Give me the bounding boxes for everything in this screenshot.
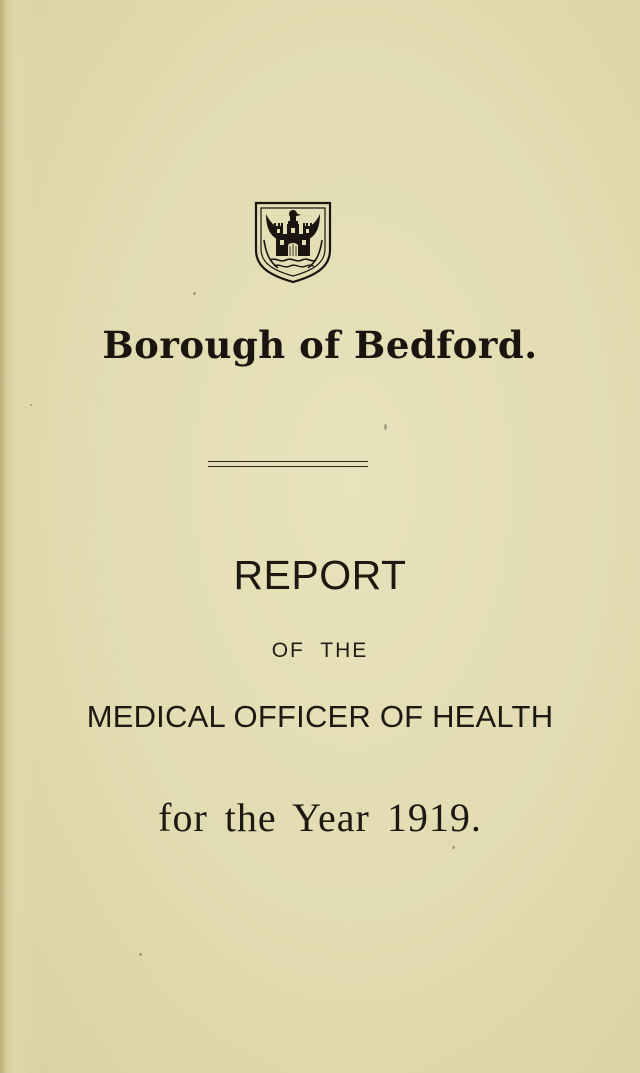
paper-speck [30, 404, 32, 406]
officer-title: MEDICAL OFFICER OF HEALTH [86, 699, 554, 734]
report-title: REPORT [233, 552, 407, 598]
bedford-coat-of-arms-icon [252, 200, 334, 284]
paper-speck [193, 292, 196, 295]
paper-speck [139, 953, 142, 956]
of-the-line: OF THE [271, 639, 369, 662]
paper-speck [452, 846, 455, 849]
year-line: for the Year 1919. [158, 795, 482, 840]
paper-speck [384, 424, 387, 430]
divider-rule-top [208, 461, 368, 462]
borough-heading: Borough of Bedford. [102, 323, 538, 367]
divider-rule-bottom [208, 466, 368, 467]
